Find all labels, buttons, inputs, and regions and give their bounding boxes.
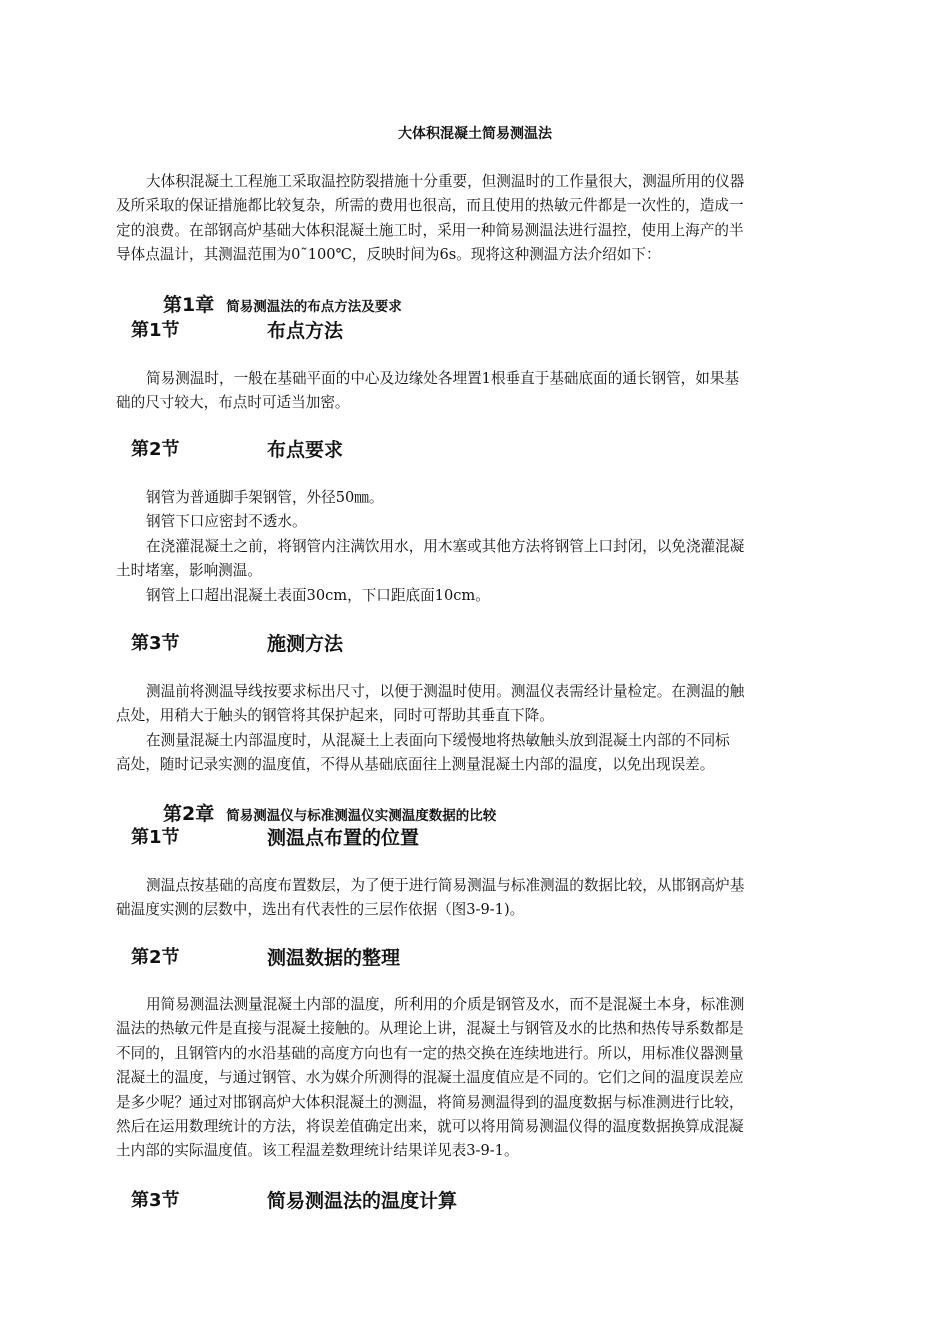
- section-number: 第3节: [131, 633, 180, 654]
- text-line: 混凝土的温度，与通过钢管、水为媒介所测得的混凝土温度值应是不同的。它们之间的温度误差应: [116, 1069, 744, 1087]
- text-line: 是多少呢？通过对邯钢高炉大体积混凝土的测温，将简易测温得到的温度数据与标准测进行比较，: [116, 1093, 744, 1111]
- paragraph-point-placement: [116, 874, 826, 923]
- chapter-number: 第1章: [163, 294, 215, 316]
- text-line: 及所采取的保证措施都比较复杂，所需的费用也很高，而且使用的热敏元件都是一次性的，造成一: [116, 197, 744, 215]
- text-line: 钢管上口超出混凝土表面30cm，下口距底面10cm。: [146, 586, 490, 604]
- paragraph-data-processing: [116, 993, 826, 1164]
- text-line: 然后在运用数理统计的方法，将误差值确定出来，就可以将用简易测温仪得的温度数据换算成混凝: [116, 1118, 744, 1136]
- text-line: 不同的，且钢管内的水沿基础的高度方向也有一定的热交换在连续地进行。所以，用标准仪器测量: [116, 1044, 744, 1062]
- paragraph-pipe-spec: [116, 486, 826, 608]
- chapter-number: 第2章: [163, 803, 215, 825]
- text-line: 定的浪费。在部钢高炉基础大体积混凝土施工时，采用一种简易测温法进行温控，使用上海产的半: [116, 221, 744, 239]
- section-number: 第2节: [131, 439, 180, 460]
- section-title: 测温数据的整理: [267, 947, 401, 969]
- text-line: 导体点温计，其测温范围为0˜100℃，反映时间为6s。现将这种测温方法介绍如下：: [116, 246, 661, 264]
- text-line: 土时堵塞，影响测温。: [116, 562, 262, 580]
- text-line: 温法的热敏元件是直接与混凝土接触的。从理论上讲，混凝土与钢管及水的比热和热传导系数都是: [116, 1020, 744, 1038]
- chapter-title: 简易测温仪与标准测温仪实测温度数据的比较: [226, 808, 497, 824]
- text-line: 土内部的实际温度值。该工程温差数理统计结果详见表3-9-1。: [116, 1142, 519, 1160]
- section-number: 第2节: [131, 947, 180, 968]
- section-title: 简易测温法的温度计算: [267, 1190, 458, 1212]
- paragraph-measure-method: [116, 680, 826, 778]
- section-number: 第1节: [131, 827, 180, 848]
- text-line: 础的尺寸较大，布点时可适当加密。: [116, 394, 350, 412]
- text-line: 在浇灌混凝土之前，将钢管内注满饮用水，用木塞或其他方法将钢管上口封闭，以免浇灌混凝: [146, 537, 745, 555]
- section-title: 测温点布置的位置: [267, 827, 420, 849]
- section-title: 施测方法: [267, 633, 344, 655]
- text-line: 点处，用稍大于触头的钢管将其保护起来，同时可帮助其垂直下降。: [116, 707, 554, 725]
- text-line: 在测量混凝土内部温度时，从混凝土上表面向下缓慢地将热敏触头放到混凝土内部的不同标: [146, 731, 730, 749]
- text-line: 钢管为普通脚手架钢管，外径50㎜。: [146, 489, 384, 506]
- text-line: 测温点按基础的高度布置数层，为了便于进行简易测温与标准测温的数据比较，从邯钢高炉基: [146, 877, 745, 894]
- text-line: 础温度实测的层数中，选出有代表性的三层作依据（图3-9-1)。: [116, 901, 525, 919]
- text-line: 大体积混凝土工程施工采取温控防裂措施十分重要，但测温时的工作量很大，测温所用的仪器: [146, 173, 745, 190]
- section-number: 第3节: [131, 1190, 180, 1211]
- chapter-title: 简易测温法的布点方法及要求: [226, 299, 402, 315]
- paragraph-layout-method: [116, 367, 826, 416]
- text-line: 用简易测温法测量混凝土内部的温度，所利用的介质是钢管及水，而不是混凝土本身，标准测: [146, 996, 745, 1013]
- section-title: 布点要求: [267, 439, 344, 461]
- section-number: 第1节: [131, 320, 180, 341]
- text-line: 测温前将测温导线按要求标出尺寸，以便于测温时使用。测温仪表需经计量检定。在测温的触: [146, 683, 745, 700]
- document-title: 大体积混凝土简易测温法: [398, 126, 552, 142]
- text-line: 高处，随时记录实测的温度值，不得从基础底面往上测量混凝土内部的温度，以免出现误差。: [116, 756, 715, 774]
- intro-paragraph: [116, 170, 826, 268]
- text-line: 钢管下口应密封不透水。: [146, 513, 307, 531]
- section-title: 布点方法: [267, 320, 344, 342]
- text-line: 简易测温时，一般在基础平面的中心及边缘处各埋置1根垂直于基础底面的通长钢管，如果基: [146, 370, 740, 387]
